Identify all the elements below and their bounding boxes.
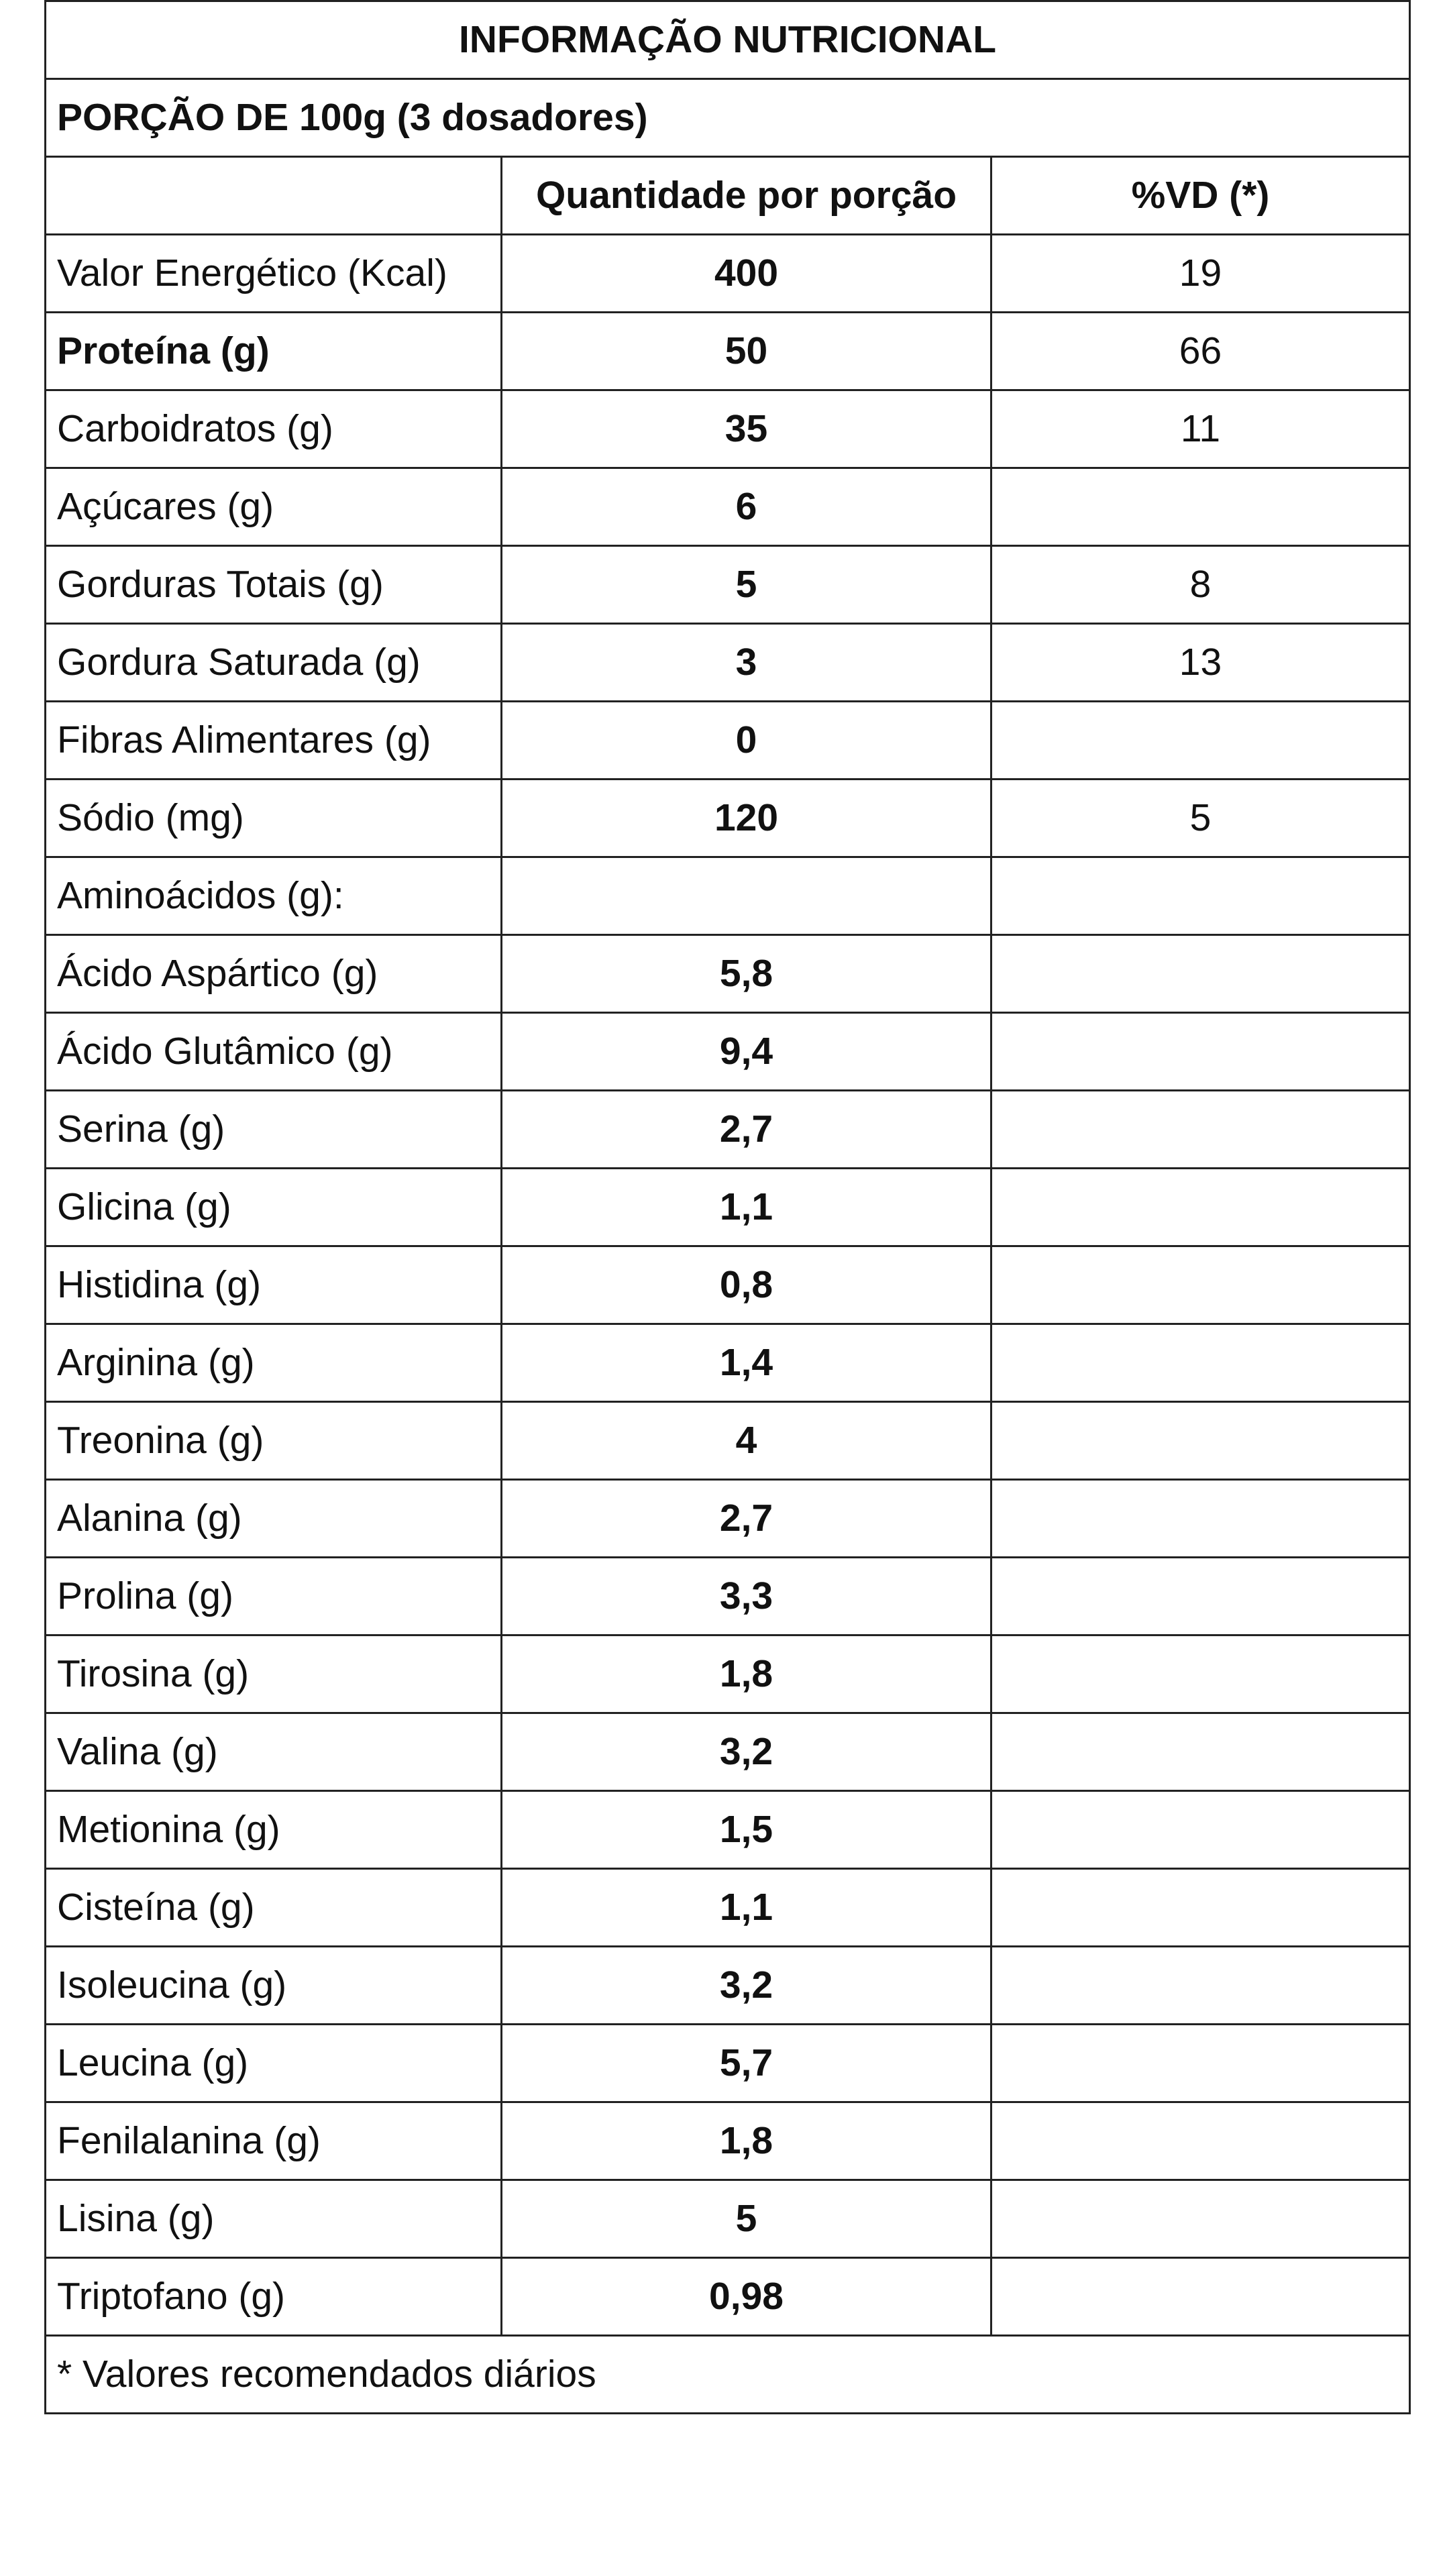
nutrient-daily-value <box>991 1869 1410 1947</box>
nutrient-daily-value <box>991 1091 1410 1169</box>
table-body <box>46 1 1410 2414</box>
table-row <box>46 2180 1410 2258</box>
nutrient-quantity: 3,3 <box>502 1558 991 1635</box>
table-row <box>46 1324 1410 1402</box>
nutrient-daily-value: 5 <box>991 780 1410 857</box>
nutrient-quantity: 120 <box>502 780 991 857</box>
nutrient-daily-value <box>991 1169 1410 1246</box>
nutrient-quantity: 1,1 <box>502 1869 991 1947</box>
nutrient-daily-value <box>991 1635 1410 1713</box>
nutrient-quantity: 5,8 <box>502 935 991 1013</box>
header-quantity: Quantidade por porção <box>502 157 991 235</box>
nutrient-daily-value <box>991 857 1410 935</box>
nutrient-daily-value <box>991 1013 1410 1091</box>
nutrient-name: Fibras Alimentares (g) <box>46 702 502 780</box>
nutrient-daily-value <box>991 702 1410 780</box>
table-row <box>46 780 1410 857</box>
table-row <box>46 390 1410 468</box>
nutrient-daily-value <box>991 1713 1410 1791</box>
nutrient-quantity: 6 <box>502 468 991 546</box>
nutrient-quantity: 2,7 <box>502 1091 991 1169</box>
nutrient-daily-value: 66 <box>991 313 1410 390</box>
nutrient-daily-value <box>991 1402 1410 1480</box>
nutrient-name: Lisina (g) <box>46 2180 502 2258</box>
nutrient-daily-value <box>991 1480 1410 1558</box>
table-row <box>46 1402 1410 1480</box>
table-row <box>46 1558 1410 1635</box>
table-row <box>46 546 1410 624</box>
nutrient-daily-value <box>991 2025 1410 2102</box>
table-row <box>46 624 1410 702</box>
nutrient-quantity <box>502 857 991 935</box>
nutrient-name: Leucina (g) <box>46 2025 502 2102</box>
header-row <box>46 157 1410 235</box>
nutrient-name: Proteína (g) <box>46 313 502 390</box>
nutrient-daily-value <box>991 1558 1410 1635</box>
table-row <box>46 857 1410 935</box>
nutrient-quantity: 1,4 <box>502 1324 991 1402</box>
nutrient-quantity: 4 <box>502 1402 991 1480</box>
nutrient-daily-value <box>991 2180 1410 2258</box>
nutrient-quantity: 5,7 <box>502 2025 991 2102</box>
table-row <box>46 1246 1410 1324</box>
nutrient-name: Treonina (g) <box>46 1402 502 1480</box>
nutrient-quantity: 5 <box>502 546 991 624</box>
nutrient-daily-value: 8 <box>991 546 1410 624</box>
nutrient-name: Metionina (g) <box>46 1791 502 1869</box>
table-row <box>46 1947 1410 2025</box>
nutrient-quantity: 3,2 <box>502 1947 991 2025</box>
nutrient-name: Carboidratos (g) <box>46 390 502 468</box>
nutrient-quantity: 1,5 <box>502 1791 991 1869</box>
nutrient-name: Sódio (mg) <box>46 780 502 857</box>
nutrient-quantity: 400 <box>502 235 991 313</box>
nutrient-name: Aminoácidos (g): <box>46 857 502 935</box>
nutrient-daily-value <box>991 1791 1410 1869</box>
nutrient-name: Ácido Glutâmico (g) <box>46 1013 502 1091</box>
nutrient-name: Fenilalanina (g) <box>46 2102 502 2180</box>
nutrient-name: Ácido Aspártico (g) <box>46 935 502 1013</box>
table-row <box>46 935 1410 1013</box>
header-name <box>46 157 502 235</box>
nutrient-quantity: 5 <box>502 2180 991 2258</box>
portion-row <box>46 79 1410 157</box>
table-row <box>46 702 1410 780</box>
nutrient-name: Isoleucina (g) <box>46 1947 502 2025</box>
nutrient-daily-value <box>991 1246 1410 1324</box>
nutrient-name: Histidina (g) <box>46 1246 502 1324</box>
nutrient-quantity: 3 <box>502 624 991 702</box>
nutrient-name: Gordura Saturada (g) <box>46 624 502 702</box>
title-row <box>46 1 1410 79</box>
table-row <box>46 2025 1410 2102</box>
nutrient-quantity: 9,4 <box>502 1013 991 1091</box>
nutrient-name: Cisteína (g) <box>46 1869 502 1947</box>
nutrient-daily-value <box>991 2258 1410 2336</box>
nutrient-daily-value: 11 <box>991 390 1410 468</box>
table-title: INFORMAÇÃO NUTRICIONAL <box>46 1 1410 79</box>
footnote: * Valores recomendados diários <box>46 2336 1410 2414</box>
nutrient-name: Alanina (g) <box>46 1480 502 1558</box>
nutrient-quantity: 0 <box>502 702 991 780</box>
nutrient-daily-value <box>991 935 1410 1013</box>
table-row <box>46 1869 1410 1947</box>
footnote-row <box>46 2336 1410 2414</box>
nutrient-name: Valina (g) <box>46 1713 502 1791</box>
nutrition-facts-table <box>44 0 1411 2414</box>
table-row <box>46 2102 1410 2180</box>
table-row <box>46 468 1410 546</box>
nutrient-quantity: 0,8 <box>502 1246 991 1324</box>
nutrient-quantity: 50 <box>502 313 991 390</box>
nutrient-quantity: 2,7 <box>502 1480 991 1558</box>
nutrient-quantity: 0,98 <box>502 2258 991 2336</box>
nutrient-name: Gorduras Totais (g) <box>46 546 502 624</box>
nutrient-daily-value: 13 <box>991 624 1410 702</box>
table-row <box>46 1713 1410 1791</box>
table-row <box>46 1480 1410 1558</box>
header-daily-value: %VD (*) <box>991 157 1410 235</box>
nutrient-name: Açúcares (g) <box>46 468 502 546</box>
nutrient-name: Serina (g) <box>46 1091 502 1169</box>
nutrient-daily-value <box>991 1324 1410 1402</box>
nutrient-quantity: 1,1 <box>502 1169 991 1246</box>
table-row <box>46 1791 1410 1869</box>
nutrient-name: Arginina (g) <box>46 1324 502 1402</box>
nutrient-name: Prolina (g) <box>46 1558 502 1635</box>
nutrient-quantity: 3,2 <box>502 1713 991 1791</box>
nutrient-daily-value <box>991 1947 1410 2025</box>
nutrient-daily-value <box>991 468 1410 546</box>
table-row <box>46 1091 1410 1169</box>
table-row <box>46 2258 1410 2336</box>
table-row <box>46 1013 1410 1091</box>
table-row <box>46 313 1410 390</box>
table-row <box>46 1169 1410 1246</box>
nutrient-quantity: 35 <box>502 390 991 468</box>
nutrient-name: Glicina (g) <box>46 1169 502 1246</box>
nutrient-daily-value <box>991 2102 1410 2180</box>
nutrient-quantity: 1,8 <box>502 2102 991 2180</box>
nutrient-name: Valor Energético (Kcal) <box>46 235 502 313</box>
nutrient-daily-value: 19 <box>991 235 1410 313</box>
nutrient-quantity: 1,8 <box>502 1635 991 1713</box>
table-row <box>46 235 1410 313</box>
nutrient-name: Tirosina (g) <box>46 1635 502 1713</box>
nutrient-name: Triptofano (g) <box>46 2258 502 2336</box>
portion-label: PORÇÃO DE 100g (3 dosadores) <box>46 79 1410 157</box>
table-row <box>46 1635 1410 1713</box>
